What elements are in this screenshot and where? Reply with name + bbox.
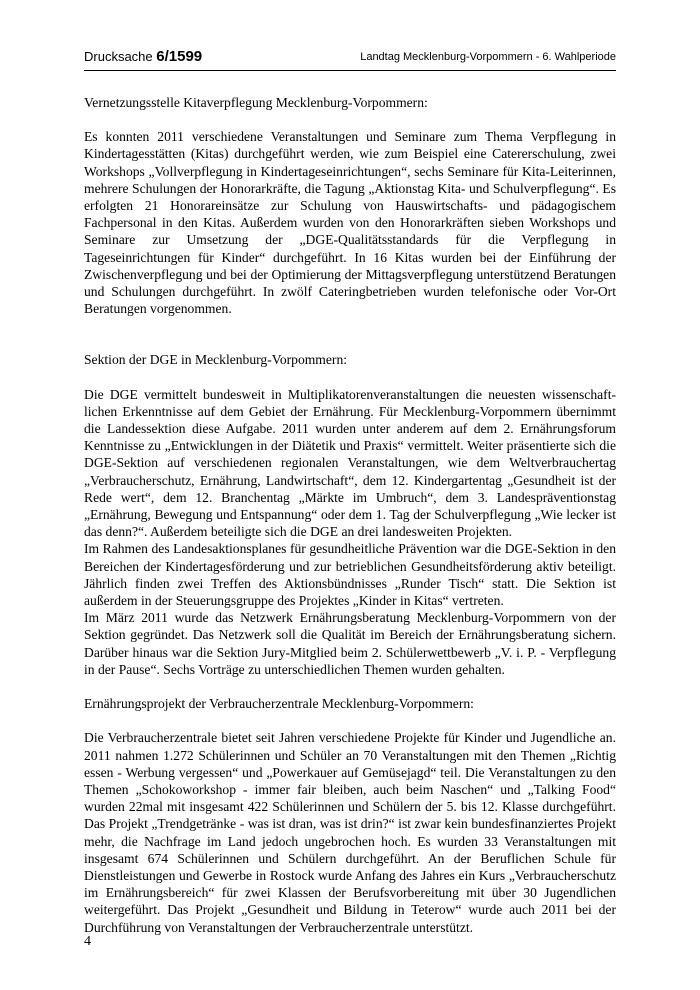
paragraph: Die DGE vermittelt bundesweit in Multiplikatorenveranstaltungen die neuesten wissenschaftlichen Erkenntnisse auf dem Gebiet der Ernährung. Für Mecklenburg-Vorpommern übernimmt die Landessektion diese Aufgabe. 2011 wurden unter anderem auf dem 2. Ernährungsforum Kenntnisse zu „Entwicklungen in der Diätetik und Praxis“ vermittelt. Weiter präsentierte sich die DGE-Sektion auf verschiedenen regionalen Veranstaltungen, wie dem Weltverbrauchertag „Verbraucherschutz, Ernährung, Landwirtschaft“, dem 12. Kindergartentag „Gesundheit ist der Rede wert“, dem 12. Branchentag „Märkte im Umbruch“, dem 3. Landespräventionstag „Ernährung, Bewegung und Entspannung“ oder dem 1. Tag der Schulverpflegung „Wie lecker ist das denn?“. Außerdem beteiligte sich die DGE an drei landesweiten Projekten. [84,386,616,540]
document-label: Drucksache [84,49,153,64]
section-heading-verbraucherzentrale: Ernährungsprojekt der Verbraucherzentrale Mecklenburg-Vorpommern: [84,696,474,712]
page-number: 4 [84,934,91,949]
section-heading-kitaverpflegung: Vernetzungsstelle Kitaverpflegung Mecklenburg-Vorpommern: [84,95,428,110]
paragraph: Im Rahmen des Landesaktionsplanes für gesundheitliche Prävention war die DGE-Sektion in den Bereichen der Kindertagesförderung und zur betrieblichen Gesundheitsförderung aktiv beteiligt. Jährlich finden zwei Treffen des Aktionsbündnisses „Runder Tisch“ statt. Die Sektion ist außerdem in der Steuerungsgruppe des Projektes „Kinder in Kitas“ vertreten. [84,541,616,609]
parliament-label: Landtag Mecklenburg-Vorpommern - 6. Wahlperiode [360,51,616,63]
section-heading-dge: Sektion der DGE in Mecklenburg-Vorpommern: [84,352,348,368]
document-number: 6/1599 [156,48,203,65]
page-content [84,94,616,936]
paragraph: Im März 2011 wurde das Netzwerk Ernährungsberatung Mecklenburg-Vorpommern von der Sektion gegründet. Das Netzwerk soll die Qualität im Bereich der Ernährungsberatung sichern. Darüber hinaus war die Sektion Jury-Mitglied beim 2. Schülerwettbewerb „V. i. P. - Verpflegung in der Pause“. Sechs Vorträge zu unterschiedlichen Themen wurden gehalten. [84,610,616,677]
document-id [84,48,202,65]
page-header [84,44,616,71]
paragraph: Es konnten 2011 verschiedene Veranstaltungen und Seminare zum Thema Verpflegung in Kindertagesstätten (Kitas) durchgeführt werden, wie zum Beispiel eine Catererschulung, zwei Workshops „Vollverpflegung in Kindertageseinrichtungen“, sechs Seminare für Kita-Leiterinnen, mehrere Schulungen der Honorarkräfte, die Tagung „Aktionstag Kita- und Schulverpflegung“. Es erfolgten 21 Honorareinsätze zur Schulung von Hauswirtschafts- und pädagogischem Fachpersonal in den Kitas. Außerdem wurden von den Honorarkräften sieben Workshops und Seminare zur Umsetzung der „DGE-Qualitätsstandards für die Verpflegung in Tageseinrichtungen für Kinder“ durchgeführt. In 16 Kitas wurden bei der Einführung der Zwischenverpflegung und bei der Optimierung der Mittagsverpflegung unterstützend Beratungen und Schulungen durchgeführt. In zwölf Cateringbetrieben wurden telefonische oder Vor-Ort Beratungen vorgenommen. [84,129,616,317]
paragraph: Die Verbraucherzentrale bietet seit Jahren verschiedene Projekte für Kinder und Jugendliche an. 2011 nahmen 1.272 Schülerinnen und Schüler an 70 Veranstaltungen mit den Themen „Richtig essen - Werbung vergessen“ und „Powerkauer auf Gemüsejagd“ teil. Die Veranstaltungen zu den Themen „Schokoworkshop - immer fair bleiben, auch beim Naschen“ und „Talking Food“ wurden 22mal mit insgesamt 422 Schülerinnen und Schülern der 5. bis 12. Klasse durchgeführt. Das Projekt „Trendgetränke - was ist dran, was ist drin?“ ist zwar kein bundesfinanziertes Projekt mehr, die Nachfrage im Land jedoch ungebrochen hoch. Es wurden 33 Veranstaltungen mit insgesamt 674 Schülerinnen und Schülern durchgeführt. An der Beruflichen Schule für Dienstleistungen und Gewerbe in Rostock wurde Anfang des Jahres ein Kurs „Verbraucherschutz im Ernährungsbereich“ für zwei Klassen der Berufsvorbereitung mit über 30 Jugendlichen weitergeführt. Das Projekt „Gesundheit und Bildung in Teterow“ wurde auch 2011 bei der Durchführung von Veranstaltungen der Verbraucherzentrale unterstützt. [84,730,616,935]
